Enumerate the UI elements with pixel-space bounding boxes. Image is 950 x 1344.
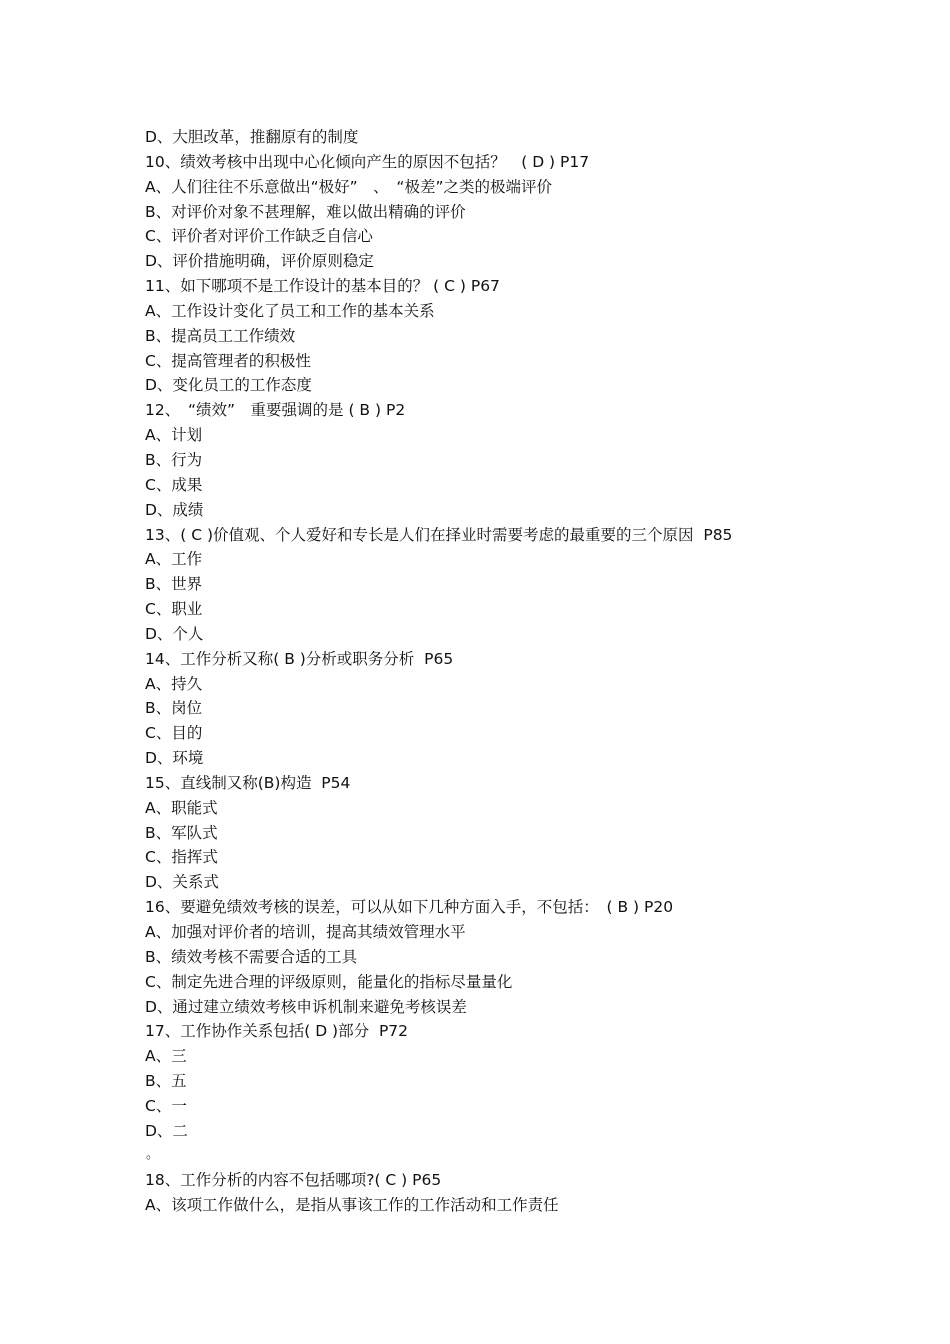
- option-line: B、提高员工工作绩效: [145, 326, 296, 345]
- option-line: D、成绩: [145, 500, 204, 519]
- question-line: 12、 “绩效” 重要强调的是 ( B ) P2: [145, 401, 406, 420]
- option-line: A、持久: [145, 674, 203, 693]
- option-line: C、制定先进合理的评级原则，能量化的指标尽量量化: [145, 972, 513, 991]
- option-line: C、指挥式: [145, 848, 218, 867]
- option-line: B、绩效考核不需要合适的工具: [145, 947, 358, 966]
- question-line: 10、绩效考核中出现中心化倾向产生的原因不包括？ ( D ) P17: [145, 152, 590, 171]
- option-line: A、加强对评价者的培训，提高其绩效管理水平: [145, 923, 466, 941]
- option-line: C、提高管理者的积极性: [145, 351, 311, 370]
- option-line: A、职能式: [145, 798, 218, 817]
- document-body: [145, 125, 905, 1218]
- question-line: 13、( C )价值观、个人爱好和专长是人们在择业时需要考虑的最重要的三个原因 P85: [145, 525, 733, 544]
- option-line: C、一: [145, 1096, 187, 1115]
- question-line: 11、如下哪项不是工作设计的基本目的？ ( C ) P67: [145, 277, 500, 296]
- option-line: A、该项工作做什么，是指从事该工作的工作活动和工作责任: [145, 1196, 559, 1215]
- option-line: D、环境: [145, 749, 204, 768]
- question-line: 15、直线制又称(B)构造 P54: [145, 773, 351, 792]
- option-line: D、通过建立绩效考核申诉机制来避免考核误差: [145, 997, 467, 1016]
- option-line: A、工作: [145, 550, 203, 569]
- question-line: 16、要避免绩效考核的误差，可以从如下几种方面入手，不包括： ( B ) P20: [145, 898, 674, 917]
- question-line: 14、工作分析又称( B )分析或职务分析 P65: [145, 649, 454, 668]
- option-line: D、变化员工的工作态度: [145, 376, 312, 395]
- question-line: 17、工作协作关系包括( D )部分 P72: [145, 1022, 409, 1041]
- option-line: C、职业: [145, 600, 203, 619]
- option-line: B、行为: [145, 450, 203, 469]
- option-line: A、三: [145, 1047, 187, 1066]
- option-line: B、五: [145, 1072, 187, 1091]
- option-line: A、工作设计变化了员工和工作的基本关系: [145, 301, 435, 320]
- option-line: D、评价措施明确，评价原则稳定: [145, 252, 374, 271]
- option-line: B、岗位: [145, 699, 203, 718]
- option-line: B、对评价对象不甚理解，难以做出精确的评价: [145, 202, 466, 221]
- option-line: A、计划: [145, 426, 203, 445]
- option-line: D、个人: [145, 624, 204, 643]
- option-line: D、二: [145, 1121, 188, 1140]
- option-line: B、军队式: [145, 823, 218, 842]
- option-line: D、大胆改革，推翻原有的制度: [145, 128, 359, 146]
- option-line: D、关系式: [145, 873, 219, 892]
- stray-period: 。: [146, 1146, 160, 1162]
- question-line: 18、工作分析的内容不包括哪项?( C ) P65: [145, 1171, 442, 1190]
- option-line: B、世界: [145, 575, 203, 594]
- option-line: C、评价者对评价工作缺乏自信心: [145, 227, 373, 246]
- option-line: C、成果: [145, 475, 203, 494]
- option-line: A、人们往往不乐意做出“极好” 、 “极差”之类的极端评价: [145, 177, 552, 196]
- option-line: C、目的: [145, 724, 203, 743]
